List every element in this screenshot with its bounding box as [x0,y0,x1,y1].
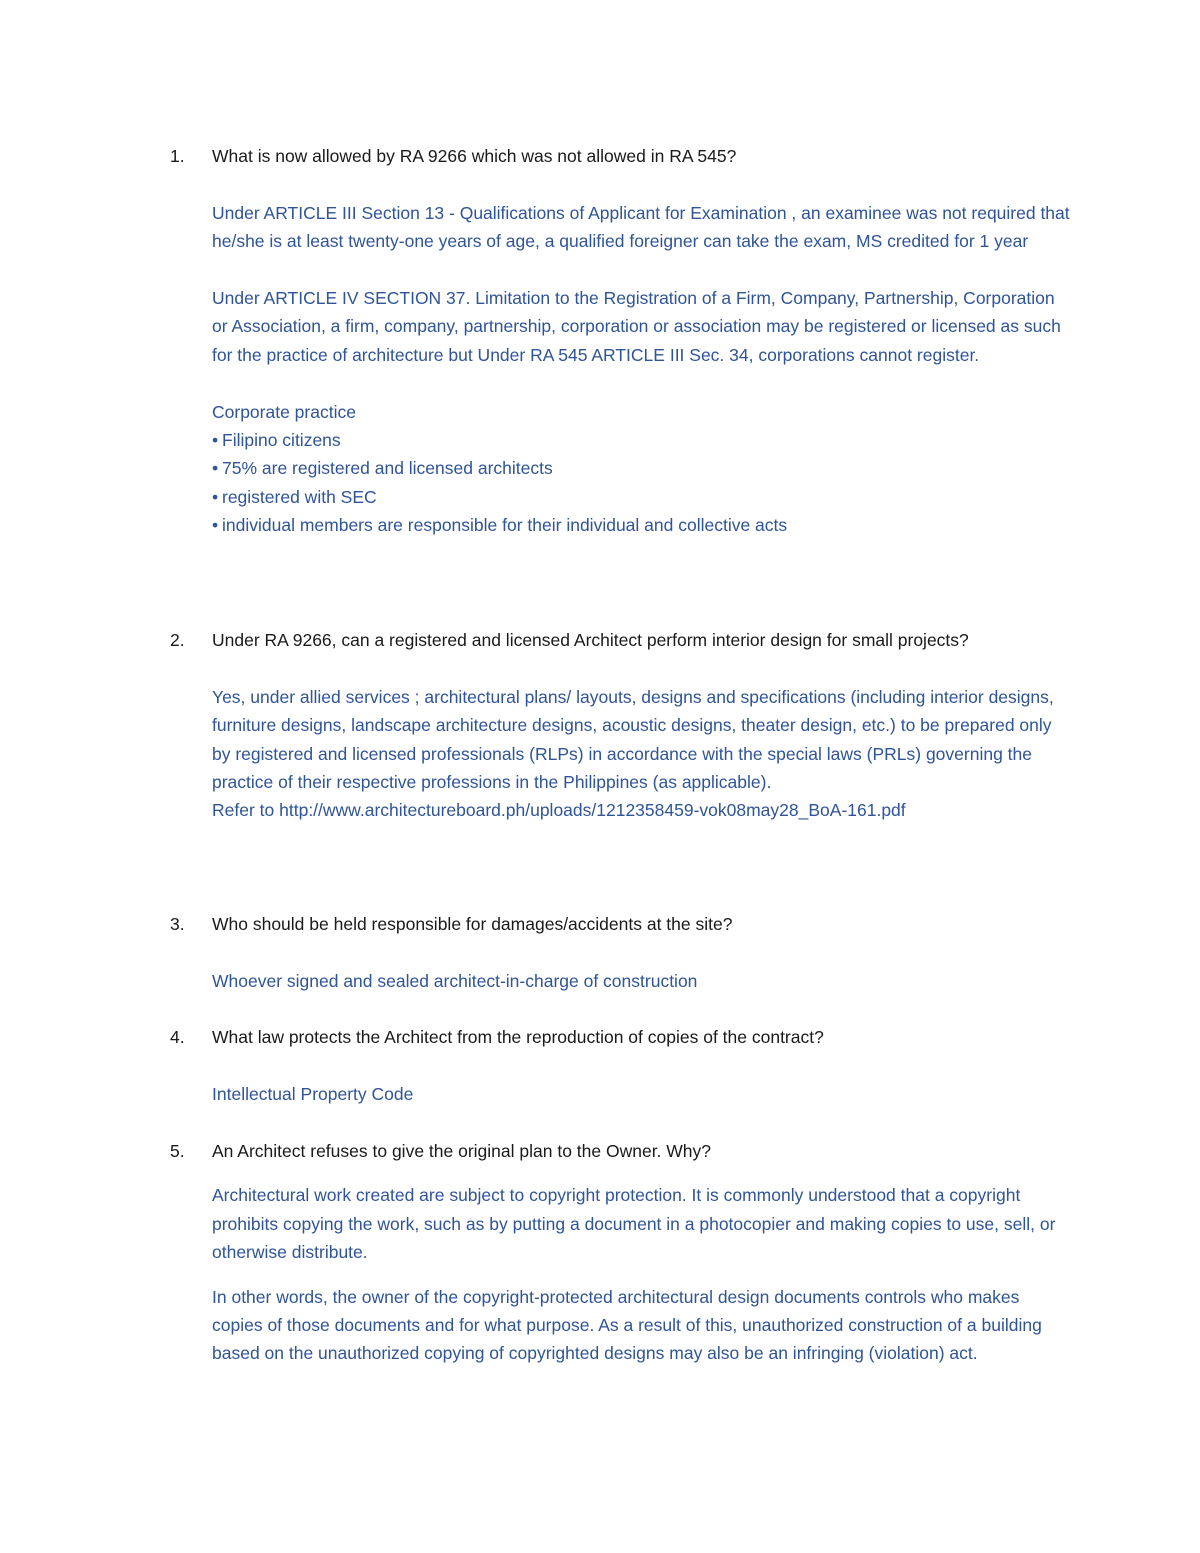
answer-3 [212,967,1070,995]
question-5 [170,1137,1070,1165]
bullet-icon: • [212,430,219,451]
answer-paragraph: In other words, the owner of the copyright-protected architectural design documents controls who makes copies of those documents and for what purpose. As a result of this, unauthorized construction of a building based on the unauthorized copying of copyrighted designs may also be an infringing (violation) act. [212,1286,1042,1364]
reference-link[interactable]: http://www.architectureboard.ph/uploads/1212358459-vok08may28_BoA-161.pdf [279,800,906,821]
answer-paragraph: Whoever signed and sealed architect-in-charge of construction [212,970,698,991]
reference-line [212,796,1070,824]
list-title: Corporate practice [212,401,356,422]
bullet-icon: • [212,515,219,536]
question-number: 5. [170,1141,185,1161]
bullet-list [212,426,1070,540]
question-text: Who should be held responsible for damages/accidents at the site? [212,914,733,934]
answer-paragraph: Under ARTICLE IV SECTION 37. Limitation to the Registration of a Firm, Company, Partnership, Corporation or Association, a firm, company, partnership, corporation or association may be registered or licensed as such for the practice of architecture but Under RA 545 ARTICLE III Sec. 34, corporations cannot register. [212,288,1061,365]
list-item: • Filipino citizens [212,426,1070,454]
question-text: What law protects the Architect from the reproduction of copies of the contract? [212,1027,824,1047]
answer-2 [212,683,1070,825]
question-block-2 [170,626,1070,825]
list-item: • registered with SEC [212,483,1070,511]
bullet-icon: • [212,458,219,479]
answer-paragraph: Under ARTICLE III Section 13 - Qualifications of Applicant for Examination , an examinee was not required that he/she is at least twenty-one years of age, a qualified foreigner can take the exam, MS credited for 1 year [212,202,1070,252]
list-item: • 75% are registered and licensed architects [212,454,1070,482]
bullet-icon: • [212,486,219,507]
question-number: 2. [170,630,185,650]
question-text: What is now allowed by RA 9266 which was not allowed in RA 545? [212,146,737,166]
question-text: Under RA 9266, can a registered and licensed Architect perform interior design for small projects? [212,630,969,650]
question-number: 1. [170,146,185,166]
question-block-3 [170,910,1070,995]
question-number: 3. [170,914,185,934]
reference-label: Refer to [212,800,280,821]
question-block-4 [170,1023,1070,1108]
list-item: • individual members are responsible for their individual and collective acts [212,511,1070,539]
question-1 [170,142,1070,170]
answer-paragraph: Intellectual Property Code [212,1083,414,1104]
question-2 [170,626,1070,654]
answer-paragraph: Yes, under allied services ; architectural plans/ layouts, designs and specifications (including interior designs, furniture designs, landscape architecture designs, acoustic designs, theater design, etc.) to be prepared only by registered and licensed professionals (RLPs) in accordance with the special laws (PRLs) governing the practice of their respective professions in the Philippines (as applicable). [212,686,1054,793]
answer-paragraph: Architectural work created are subject to copyright protection. It is commonly understood that a copyright prohibits copying the work, such as by putting a document in a photocopier and making copies to use, sell, or otherwise distribute. [212,1185,1056,1263]
question-text: An Architect refuses to give the original plan to the Owner. Why? [212,1141,712,1161]
question-number: 4. [170,1027,185,1047]
answer-5 [212,1181,1070,1367]
answer-1 [212,199,1070,540]
question-block-5 [170,1137,1070,1368]
question-block-1 [170,142,1070,540]
question-3 [170,910,1070,938]
answer-4 [212,1080,1070,1108]
question-4 [170,1023,1070,1051]
